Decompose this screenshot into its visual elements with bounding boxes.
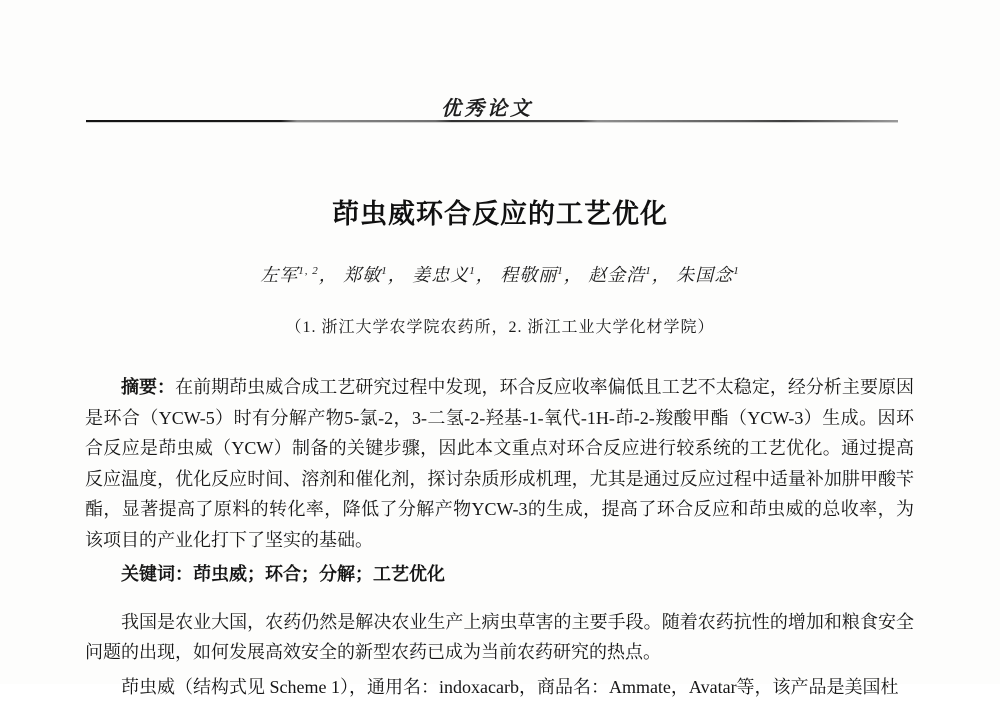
author [412,265,495,285]
author-superscript: 1 [557,265,564,277]
keywords-text: 茚虫威；环合；分解；工艺优化 [193,564,445,584]
body-paragraph: 我国是农业大国，农药仍然是解决农业生产上病虫草害的主要手段。随着农药抗性的增加和粮食安全问题的出现，如何发展高效安全的新型农药已成为当前农药研究的热点。 [85,607,914,668]
author-name: 赵金浩 [588,265,645,285]
keywords-line [85,559,914,590]
author-separator: ， [388,265,407,285]
author-name: 姜忠义 [412,265,469,285]
author-separator: ， [652,265,671,285]
author-superscript: 1 [645,265,652,277]
author-superscript: 1, 2 [298,265,319,277]
authors-line [0,261,1000,287]
keywords-label: 关键词： [121,564,193,584]
author-superscript: 1 [469,265,476,277]
abstract-text: 在前期茚虫威合成工艺研究过程中发现，环合反应收率偏低且工艺不太稳定，经分析主要原因是环合（YCW-5）时有分解产物5-氯-2，3-二氢-2-羟基-1-氧代-1H-茚-2-羧酸甲酯（YCW-3）生成。因环合反应是茚虫威（YCW）制备的关键步骤，因此本文重点对环合反应进行较系统的工艺优化。通过提高反应温度，优化反应时间、溶剂和催化剂，探讨杂质形成机理，尤其是通过反应过程中适量补加肼甲酸苄酯，显著提高了原料的转化率，降低了分解产物YCW-3的生成，提高了环合反应和茚虫威的总收率，为该项目的产业化打下了坚实的基础。 [85,377,914,550]
author-name: 朱国念 [676,265,733,285]
body-paragraph: 茚虫威（结构式见 Scheme 1），通用名：indoxacarb，商品名：Ammate，Avatar等，该产品是美国杜 [85,672,914,702]
author-name: 左军 [260,265,298,285]
abstract-paragraph [85,372,914,555]
author-superscript: 1 [381,265,388,277]
author-name: 郑敏 [343,265,381,285]
author [343,265,407,285]
author-separator: ， [319,265,338,285]
page-header-label: 优秀论文 [0,92,987,121]
abstract-label: 摘要： [121,377,175,397]
author-name: 程敬丽 [500,265,557,285]
paper-title: 茚虫威环合反应的工艺优化 [0,192,1000,231]
author-separator: ， [476,265,495,285]
author-superscript: 1 [733,265,740,277]
affiliation-line: （1. 浙江大学农学院农药所，2. 浙江工业大学化材学院） [0,314,1000,337]
author-separator: ， [564,265,583,285]
author [260,265,338,285]
article-body [85,372,914,702]
author [676,265,740,285]
header-rule [86,120,898,122]
author [588,265,671,285]
author [500,265,583,285]
